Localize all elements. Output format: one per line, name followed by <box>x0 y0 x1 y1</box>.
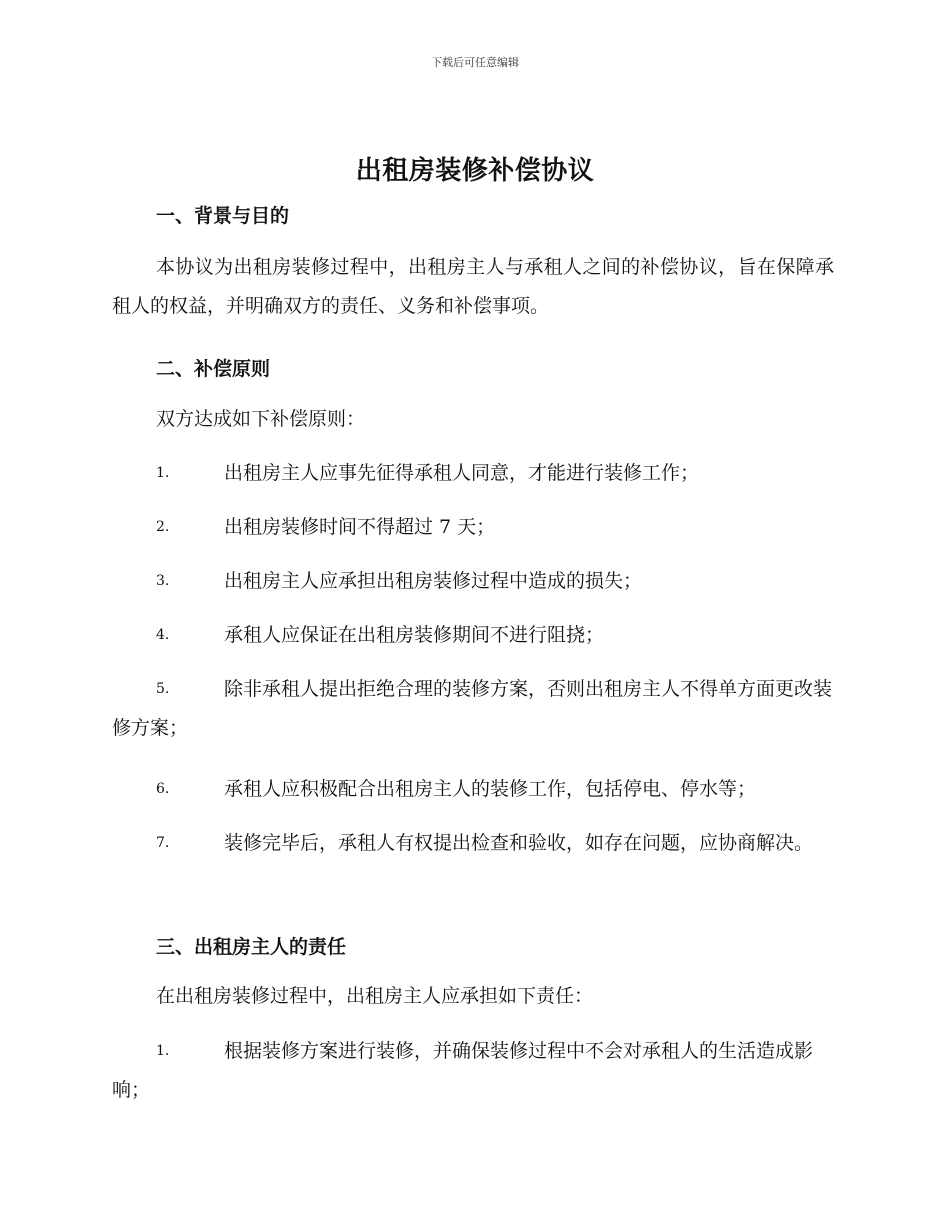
section-heading-principles: 二、补偿原则 <box>156 358 271 380</box>
list-item <box>112 454 834 493</box>
list-item <box>112 1032 834 1110</box>
page-header-note: 下载后可任意编辑 <box>431 56 519 69</box>
section-heading-landlord-duties: 三、出租房主人的责任 <box>156 936 347 958</box>
list-item-number: 1. <box>156 465 170 481</box>
list-item-number: 5. <box>156 681 170 697</box>
section-paragraph-background: 本协议为出租房装修过程中，出租房主人与承租人之间的补偿协议，旨在保障承租人的权益，并明确双方的责任、义务和补偿事项。 <box>112 256 834 317</box>
section-intro-principles: 双方达成如下补偿原则： <box>156 408 366 430</box>
section-heading-background: 一、背景与目的 <box>156 205 290 227</box>
list-item <box>112 670 834 748</box>
list-item-text: 根据装修方案进行装修，并确保装修过程中不会对承租人的生活造成影响； <box>112 1040 814 1101</box>
list-item-text: 出租房装修时间不得超过 7 天； <box>224 516 496 538</box>
section-intro-landlord-duties: 在出租房装修过程中，出租房主人应承担如下责任： <box>156 985 594 1007</box>
list-item-text: 出租房主人应事先征得承租人同意，才能进行装修工作； <box>224 462 700 484</box>
list-item-text: 除非承租人提出拒绝合理的装修方案，否则出租房主人不得单方面更改装修方案； <box>112 678 833 739</box>
list-item <box>112 562 834 601</box>
list-item <box>112 824 834 863</box>
list-item-number: 4. <box>156 627 170 643</box>
list-item-number: 2. <box>156 519 170 535</box>
list-item-text: 出租房主人应承担出租房装修过程中造成的损失； <box>224 570 643 592</box>
document-title: 出租房装修补偿协议 <box>355 156 595 186</box>
list-item-number: 7. <box>156 835 170 851</box>
list-item-number: 1. <box>156 1043 170 1059</box>
list-item-text: 承租人应保证在出租房装修期间不进行阻挠； <box>224 624 605 646</box>
list-item-number: 3. <box>156 573 170 589</box>
list-item-text: 承租人应积极配合出租房主人的装修工作，包括停电、停水等； <box>224 778 757 800</box>
list-item <box>112 508 834 547</box>
list-item-text: 装修完毕后，承租人有权提出检查和验收，如存在问题，应协商解决。 <box>224 832 814 854</box>
list-item <box>112 770 834 809</box>
list-item-number: 6. <box>156 781 170 797</box>
list-item <box>112 616 834 655</box>
